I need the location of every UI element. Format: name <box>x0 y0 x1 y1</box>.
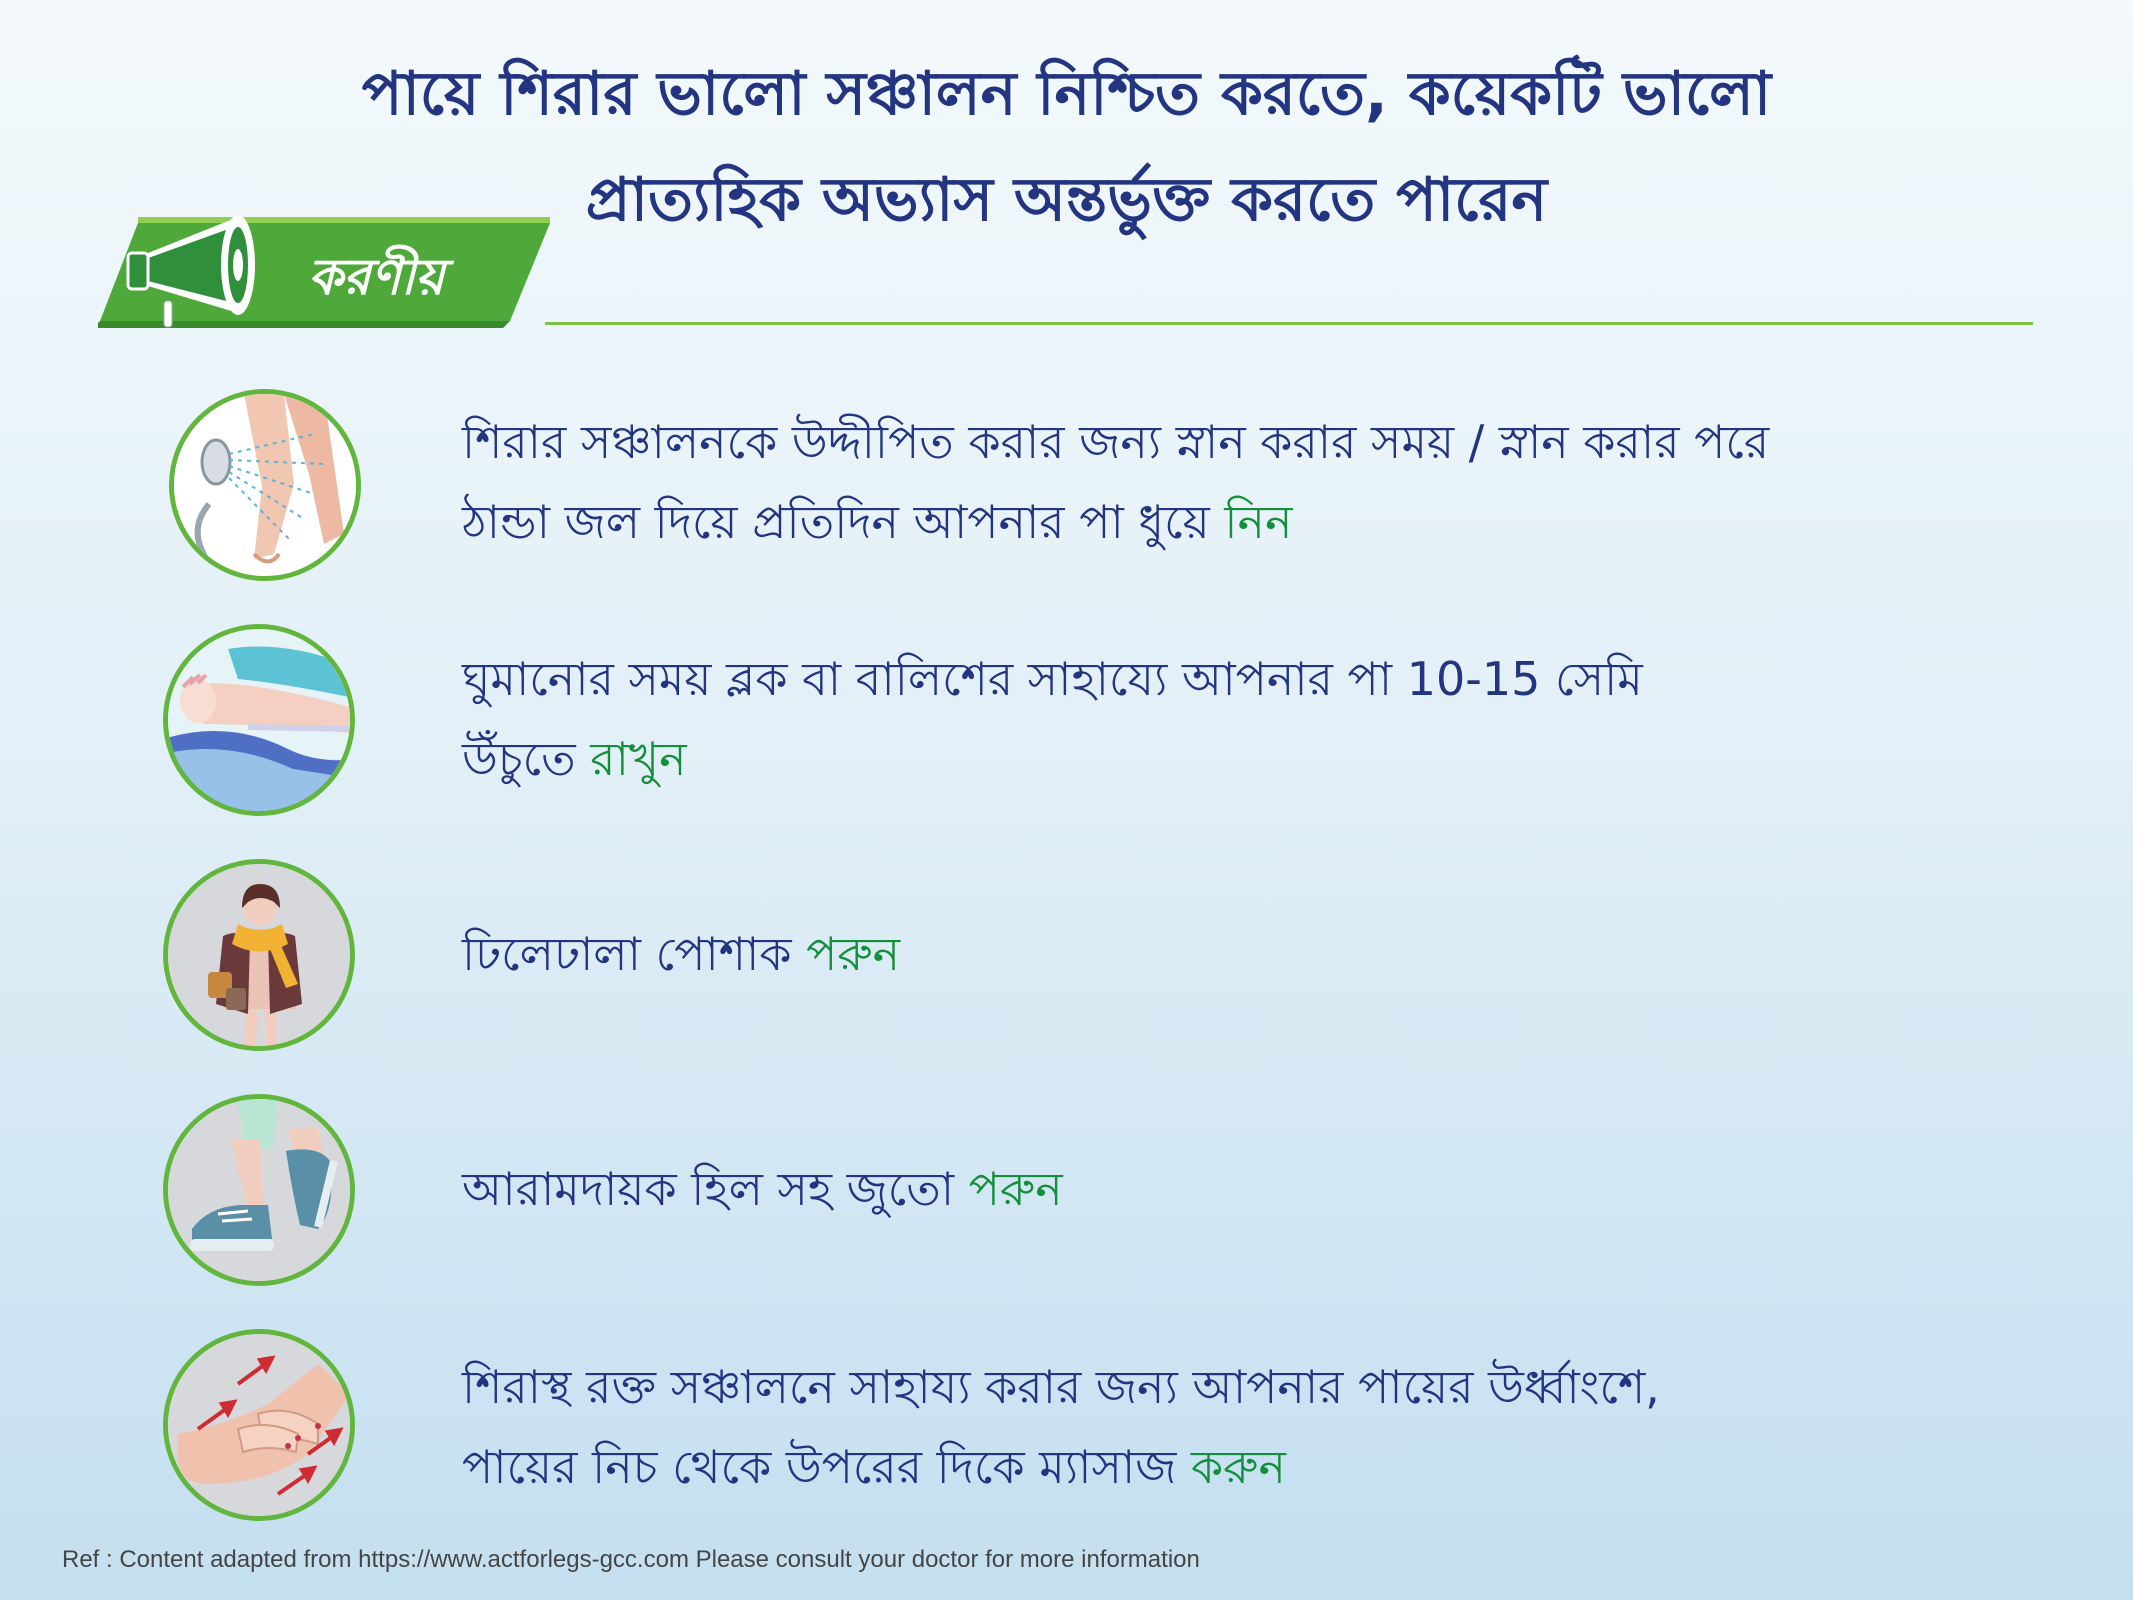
item-highlight: রাখুন <box>590 732 687 786</box>
item-text: পায়ের নিচ থেকে উপরের দিকে ম্যাসাজ <box>462 1440 1191 1494</box>
section-label: করণীয় <box>308 248 445 306</box>
item-line: শিরাস্থ রক্ত সঞ্চালনে সাহায্য করার জন্য আপনার পায়ের উর্ধ্বাংশে, <box>462 1360 1660 1414</box>
item-text: উঁচুতে <box>462 732 591 786</box>
list-item <box>462 1347 1660 1507</box>
item-line <box>462 1149 1063 1229</box>
page-title-line-2: প্রাত্যহিক অভ্যাস অন্তর্ভুক্ত করতে পারেন <box>585 165 1548 235</box>
list-item <box>462 914 900 994</box>
reference-note: Ref : Content adapted from https://www.actforlegs-gcc.com Please consult your doctor for more information <box>62 1546 1200 1573</box>
section-divider <box>545 322 2033 325</box>
item-text: ঠান্ডা জল দিয়ে প্রতিদিন আপনার পা ধুয়ে <box>462 495 1225 549</box>
leg-massage-icon <box>163 1329 355 1521</box>
item-highlight: নিন <box>1224 495 1293 549</box>
page-title-line-1: পায়ে শিরার ভালো সঞ্চালন নিশ্চিত করতে, কয়েকটি ভালো <box>361 59 1772 129</box>
elevated-legs-icon <box>163 624 355 816</box>
item-highlight: পরুন <box>806 927 901 981</box>
comfortable-shoes-icon <box>163 1094 355 1286</box>
shower-legs-icon <box>169 389 361 581</box>
list-item <box>462 402 1769 562</box>
list-item <box>462 1149 1063 1229</box>
item-highlight: করুন <box>1190 1440 1286 1494</box>
item-line <box>462 482 1769 562</box>
list-item <box>462 639 1643 799</box>
item-line: শিরার সঞ্চালনকে উদ্দীপিত করার জন্য স্নান করার সময় / স্নান করার পরে <box>462 415 1770 469</box>
item-line <box>462 1427 1660 1507</box>
item-text: আরামদায়ক হিল সহ জুতো <box>462 1162 969 1216</box>
item-highlight: পরুন <box>968 1162 1063 1216</box>
item-line: ঘুমানোর সময় ব্লক বা বালিশের সাহায্যে আপনার পা 10-15 সেমি <box>462 652 1643 706</box>
item-line <box>462 719 1643 799</box>
loose-clothing-icon <box>163 859 355 1051</box>
item-line <box>462 914 900 994</box>
item-text: ঢিলেঢালা পোশাক <box>462 927 807 981</box>
